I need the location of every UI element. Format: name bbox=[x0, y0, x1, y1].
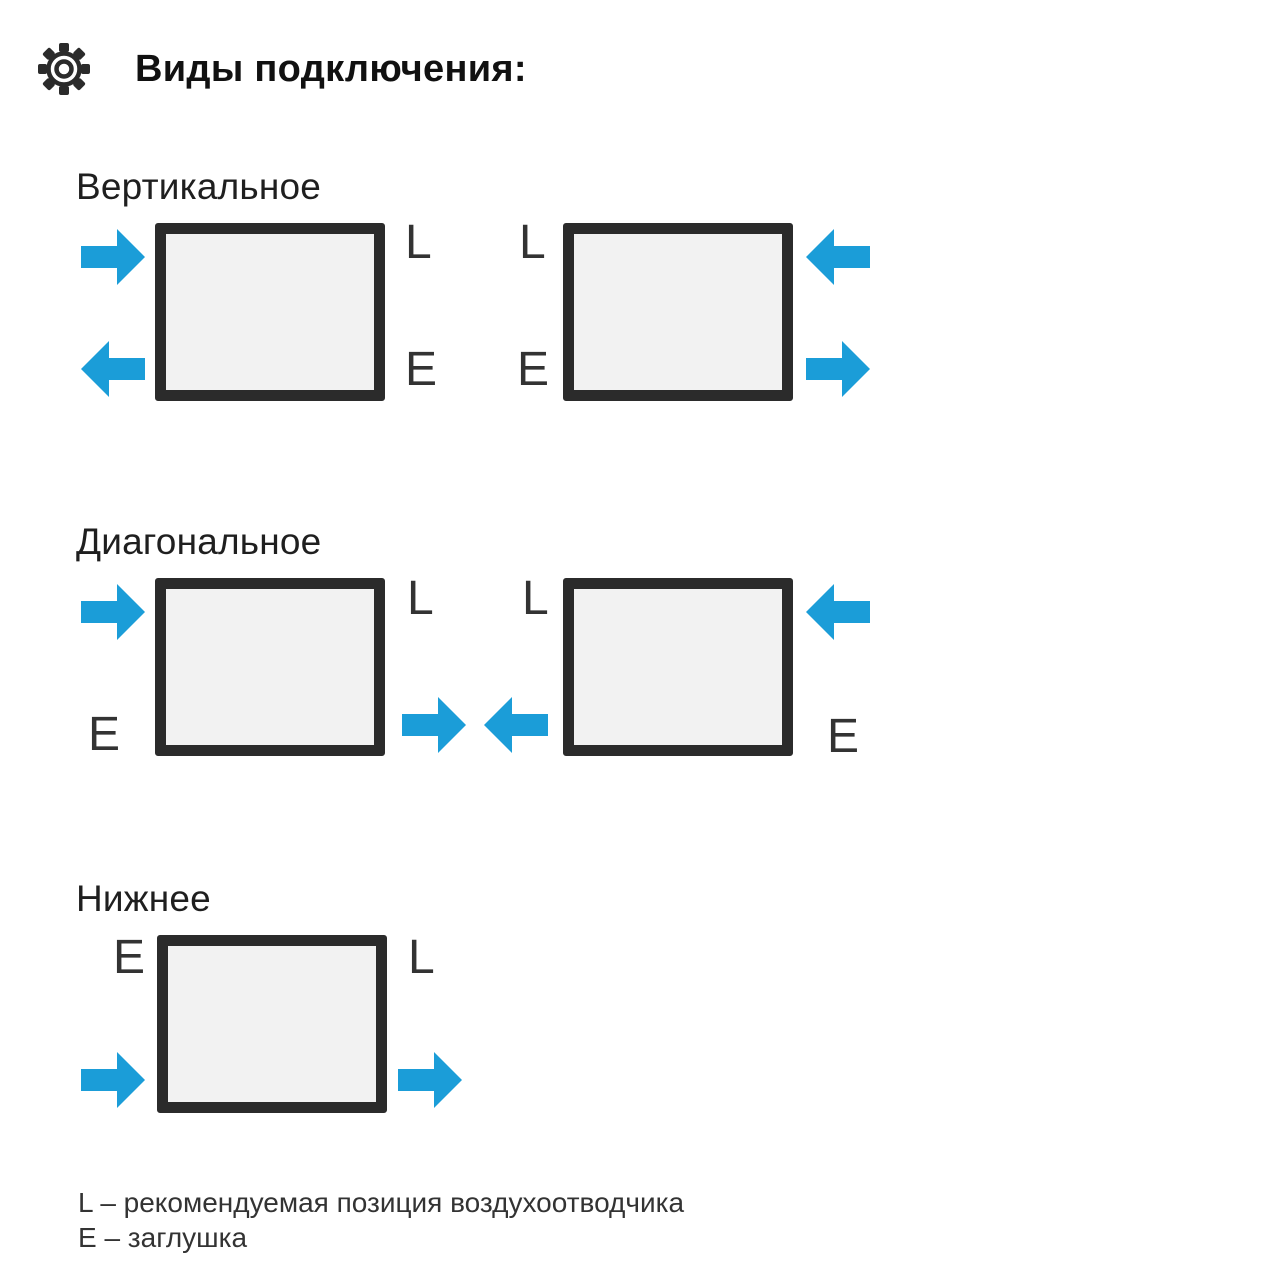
arrow-left-icon bbox=[806, 584, 870, 640]
radiator-box bbox=[563, 223, 793, 401]
connection-label: L bbox=[405, 216, 432, 269]
arrow-left-icon bbox=[806, 229, 870, 285]
connection-label: L bbox=[408, 931, 435, 984]
radiator-box bbox=[155, 578, 385, 756]
connection-label: E bbox=[405, 343, 438, 396]
section-title-vertical: Вертикальное bbox=[76, 166, 322, 207]
page-title: Виды подключения: bbox=[135, 48, 527, 90]
radiator-box bbox=[155, 223, 385, 401]
connection-label: E bbox=[517, 343, 550, 396]
arrow-left-icon bbox=[81, 341, 145, 397]
arrow-right-icon bbox=[81, 1052, 145, 1108]
arrow-right-icon bbox=[402, 697, 466, 753]
section-title-bottom: Нижнее bbox=[76, 878, 211, 919]
connection-label: E bbox=[113, 931, 146, 984]
connection-label: L bbox=[407, 572, 434, 625]
gear-icon bbox=[36, 42, 92, 96]
connection-label: L bbox=[519, 216, 546, 269]
radiator-box bbox=[157, 935, 387, 1113]
section-title-diagonal: Диагональное bbox=[76, 521, 322, 562]
legend-line-air-vent: L – рекомендуемая позиция воздухоотводчика bbox=[78, 1187, 685, 1218]
radiator-box bbox=[563, 578, 793, 756]
arrow-right-icon bbox=[81, 584, 145, 640]
connection-label: L bbox=[522, 572, 549, 625]
arrow-right-icon bbox=[81, 229, 145, 285]
arrow-left-icon bbox=[484, 697, 548, 753]
connection-label: E bbox=[88, 708, 121, 761]
connection-label: E bbox=[827, 710, 860, 763]
legend-line-plug: E – заглушка bbox=[78, 1222, 248, 1253]
arrow-right-icon bbox=[806, 341, 870, 397]
arrow-right-icon bbox=[398, 1052, 462, 1108]
